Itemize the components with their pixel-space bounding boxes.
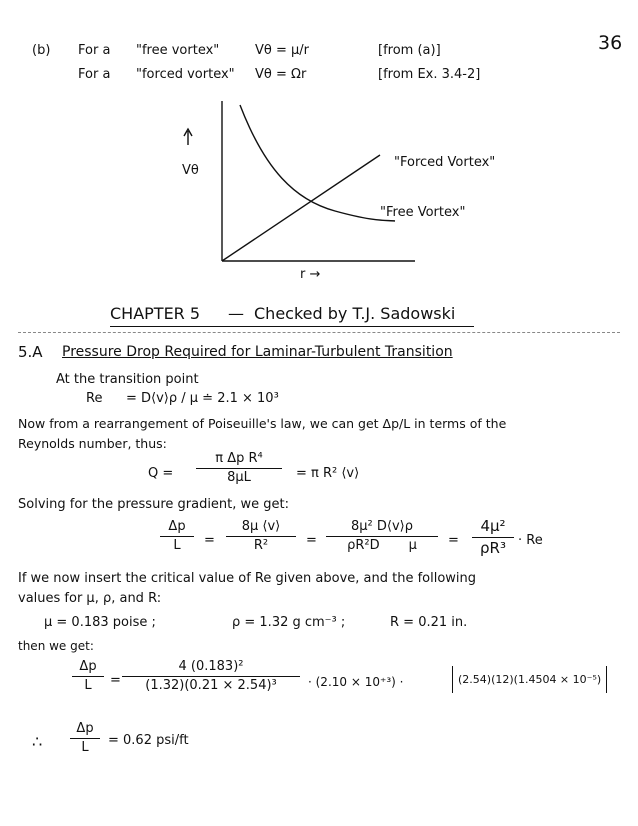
line1-for: For a [78, 43, 111, 58]
final-mid: · (2.10 × 10⁺³) · [308, 675, 404, 689]
re-lhs: Re [86, 391, 103, 406]
sketch-x-label: r → [300, 267, 321, 282]
value-rho: ρ = 1.32 g cm⁻³ ; [232, 615, 346, 630]
chapter-title: CHAPTER 5 [110, 304, 201, 323]
grad-eq1: = [204, 533, 215, 548]
value-mu: μ = 0.183 poise ; [44, 615, 156, 630]
free-vortex-curve [240, 105, 395, 221]
line1-type: "free vortex" [136, 43, 220, 58]
value-R: R = 0.21 in. [390, 615, 468, 630]
chapter-dashed-rule [18, 332, 620, 333]
line2-type: "forced vortex" [136, 67, 235, 82]
eq-q-rhs: = π R² ⟨v⟩ [296, 466, 360, 481]
forced-vortex-label: "Forced Vortex" [394, 155, 496, 170]
then-text: then we get: [18, 639, 94, 653]
grad-tail: · Re [518, 533, 543, 548]
poiseuille-line2: Reynolds number, thus: [18, 436, 167, 451]
final-bracket: (2.54)(12)(1.4504 × 10⁻⁵) [452, 666, 607, 693]
grad-t1-den: R² [253, 538, 269, 554]
grad-term2 [326, 520, 438, 554]
eq-q-lhs: Q = [148, 466, 174, 481]
vortex-sketch [170, 95, 500, 290]
final-den: (1.32)(0.21 × 2.54)³ [145, 678, 277, 694]
chapter-underline [110, 326, 474, 327]
checked-by: Checked by T.J. Sadowski [254, 304, 456, 323]
sketch-y-label: Vθ [182, 163, 199, 178]
section-number: 5.A [18, 343, 43, 361]
solving-text: Solving for the pressure gradient, we get: [18, 497, 290, 512]
eq-q-den: 8μL [227, 470, 251, 486]
grad-t3-den: ρR³ [480, 538, 506, 557]
final-lhs-den: L [84, 678, 92, 694]
free-vortex-label: "Free Vortex" [380, 205, 466, 220]
result-lhs-den: L [81, 740, 89, 756]
insert-line1: If we now insert the critical value of Re given above, and the following [18, 571, 477, 586]
eq-q-fraction [196, 452, 282, 486]
final-eq-sign: = [110, 673, 121, 688]
forced-vortex-curve [222, 155, 380, 261]
result-rhs: = 0.62 psi/ft [108, 733, 189, 748]
line1-ref: [from (a)] [378, 43, 441, 58]
insert-line2: values for μ, ρ, and R: [18, 591, 162, 606]
part-b-label: (b) [32, 43, 51, 58]
transition-intro: At the transition point [56, 372, 199, 387]
therefore-symbol: ∴ [32, 732, 43, 751]
grad-t3-num: 4μ² [480, 517, 506, 535]
grad-term3 [472, 518, 514, 556]
grad-lhs-den: L [173, 538, 181, 554]
line1-eq: Vθ = μ/r [255, 43, 309, 58]
line2-ref: [from Ex. 3.4-2] [378, 67, 481, 82]
eq-q-num: π Δp R⁴ [215, 451, 263, 466]
page-number: 36 [598, 32, 623, 54]
section-title: Pressure Drop Required for Laminar-Turbulent Transition [62, 344, 453, 360]
final-num: 4 (0.183)² [178, 659, 244, 674]
final-lhs [72, 660, 104, 694]
grad-t2-den: ρR²D μ [347, 538, 417, 554]
line2-eq: Vθ = Ωr [255, 67, 307, 82]
grad-term1 [226, 520, 296, 554]
poiseuille-line1: Now from a rearrangement of Poiseuille's law, we can get Δp/L in terms of the [18, 416, 507, 431]
grad-t1-num: 8μ ⟨v⟩ [241, 519, 281, 534]
final-fraction [122, 660, 300, 694]
grad-eq2: = [306, 533, 317, 548]
grad-lhs-num: Δp [168, 519, 186, 534]
line2-for: For a [78, 67, 111, 82]
result-lhs-num: Δp [76, 721, 94, 736]
chapter-dash: — [228, 304, 244, 323]
grad-lhs [160, 520, 194, 554]
result-lhs [70, 722, 100, 756]
grad-t2-num: 8μ² D⟨v⟩ρ [351, 519, 413, 534]
grad-eq3: = [448, 533, 459, 548]
final-lhs-num: Δp [79, 659, 97, 674]
re-rhs: = D⟨v⟩ρ / μ ≐ 2.1 × 10³ [126, 391, 279, 406]
